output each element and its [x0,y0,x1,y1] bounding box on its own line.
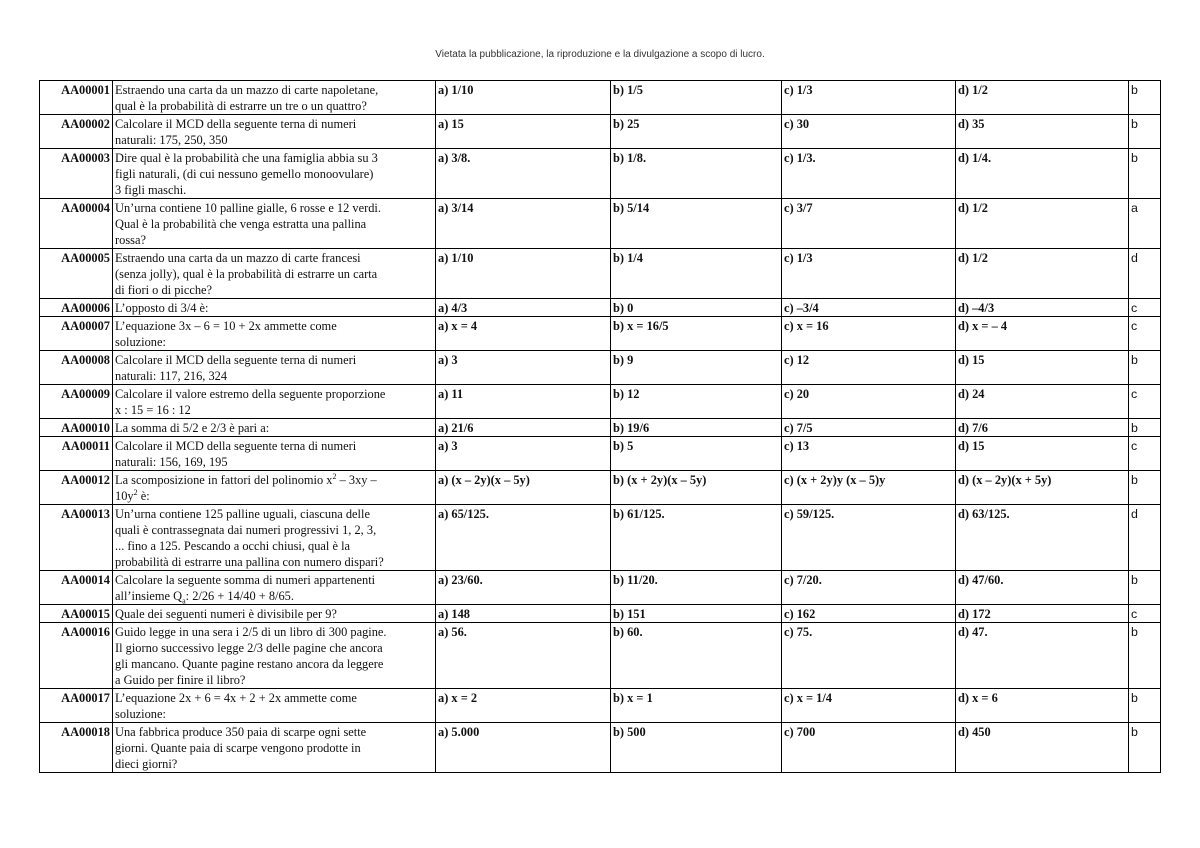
option-c: c) 700 [782,723,956,773]
question-line: rossa? [115,233,146,247]
question-text [113,419,436,437]
correct-answer: b [1129,351,1161,385]
option-c: c) 20 [782,385,956,419]
question-row [40,299,1161,317]
question-row [40,351,1161,385]
option-a: a) 3/14 [436,199,611,249]
question-text [113,623,436,689]
option-d: d) 1/2 [956,249,1129,299]
question-row [40,317,1161,351]
question-code: AA00008 [40,351,113,385]
option-d: d) 1/2 [956,199,1129,249]
option-c: c) 1/3 [782,249,956,299]
question-line: a Guido per finire il libro? [115,673,246,687]
question-line: Il giorno successivo legge 2/3 delle pagine che ancora [115,641,383,655]
option-a: a) 23/60. [436,571,611,605]
question-row [40,115,1161,149]
question-code: AA00003 [40,149,113,199]
question-code: AA00016 [40,623,113,689]
question-code: AA00002 [40,115,113,149]
question-line: probabilità di estrarre una pallina con numero dispari? [115,555,384,569]
question-line [115,472,433,488]
correct-answer: d [1129,505,1161,571]
quiz-table [39,80,1161,773]
question-text [113,605,436,623]
option-d: d) 1/4. [956,149,1129,199]
question-line: Quale dei seguenti numeri è divisibile per 9? [115,607,337,621]
question-line [115,588,433,604]
option-c: c) (x + 2y)y (x – 5)y [782,471,956,505]
question-row [40,505,1161,571]
option-a: a) 15 [436,115,611,149]
option-b: b) 1/8. [611,149,782,199]
exponent: 2 [332,471,337,481]
question-row [40,81,1161,115]
correct-answer: b [1129,419,1161,437]
option-a: a) 5.000 [436,723,611,773]
question-row [40,149,1161,199]
question-line: 3 figli maschi. [115,183,187,197]
question-text [113,317,436,351]
option-a: a) 3 [436,351,611,385]
question-line: soluzione: [115,707,166,721]
option-b: b) 61/125. [611,505,782,571]
question-line: Calcolare il valore estremo della seguente proporzione [115,387,386,401]
option-d: d) 47. [956,623,1129,689]
correct-answer: b [1129,571,1161,605]
question-text [113,115,436,149]
option-a: a) 11 [436,385,611,419]
option-b: b) (x + 2y)(x – 5y) [611,471,782,505]
option-b: b) 1/4 [611,249,782,299]
option-a: a) 1/10 [436,249,611,299]
question-line: naturali: 175, 250, 350 [115,133,228,147]
option-b: b) 151 [611,605,782,623]
question-line: di fiori o di picche? [115,283,213,297]
option-a: a) 56. [436,623,611,689]
option-d: d) 15 [956,351,1129,385]
question-code: AA00015 [40,605,113,623]
question-line: Estraendo una carta da un mazzo di carte francesi [115,251,361,265]
correct-answer: c [1129,605,1161,623]
option-c: c) 30 [782,115,956,149]
option-b: b) 12 [611,385,782,419]
question-line: L’equazione 3x – 6 = 10 + 2x ammette come [115,319,337,333]
option-a: a) 3/8. [436,149,611,199]
question-text [113,437,436,471]
question-code: AA00009 [40,385,113,419]
question-row [40,199,1161,249]
option-a: a) 148 [436,605,611,623]
question-code: AA00006 [40,299,113,317]
option-d: d) 1/2 [956,81,1129,115]
question-text [113,81,436,115]
question-line: L’opposto di 3/4 è: [115,301,209,315]
question-line: naturali: 156, 169, 195 [115,455,228,469]
option-b: b) 60. [611,623,782,689]
question-line: Qual è la probabilità che venga estratta una pallina [115,217,367,231]
question-line: qual è la probabilità di estrarre un tre o un quattro? [115,99,367,113]
question-row [40,723,1161,773]
question-line: figli naturali, (di cui nessuno gemello monoovulare) [115,167,374,181]
option-d: d) (x – 2y)(x + 5y) [956,471,1129,505]
option-a: a) x = 4 [436,317,611,351]
question-line: Calcolare il MCD della seguente terna di numeri [115,353,357,367]
question-code: AA00001 [40,81,113,115]
question-line: Dire qual è la probabilità che una famiglia abbia su 3 [115,151,378,165]
question-line: dieci giorni? [115,757,178,771]
subscript: a [182,596,186,605]
option-b: b) 25 [611,115,782,149]
question-text [113,505,436,571]
question-line: quali è contrassegnata dai numeri progressivi 1, 2, 3, [115,523,377,537]
question-text [113,723,436,773]
question-row [40,471,1161,505]
correct-answer: b [1129,81,1161,115]
option-d: d) 450 [956,723,1129,773]
option-d: d) 63/125. [956,505,1129,571]
question-code: AA00018 [40,723,113,773]
question-code: AA00005 [40,249,113,299]
question-text [113,351,436,385]
correct-answer: b [1129,115,1161,149]
option-d: d) 24 [956,385,1129,419]
correct-answer: c [1129,317,1161,351]
option-c: c) 1/3. [782,149,956,199]
option-c: c) 13 [782,437,956,471]
question-line: Un’urna contiene 10 palline gialle, 6 rosse e 12 verdi. [115,201,381,215]
quiz-table-body [40,81,1161,773]
correct-answer: d [1129,249,1161,299]
question-text-part: 10y [115,489,134,503]
question-text-part: è: [137,489,150,503]
question-line: (senza jolly), qual è la probabilità di estrarre un carta [115,267,378,281]
option-a: a) x = 2 [436,689,611,723]
option-b: b) 500 [611,723,782,773]
question-line: ... fino a 125. Pescando a occhi chiusi, qual è la [115,539,351,553]
question-code: AA00011 [40,437,113,471]
question-line: L’equazione 2x + 6 = 4x + 2 + 2x ammette come [115,691,357,705]
option-c: c) 1/3 [782,81,956,115]
option-d: d) 15 [956,437,1129,471]
option-b: b) 5/14 [611,199,782,249]
question-line: Un’urna contiene 125 palline uguali, ciascuna delle [115,507,370,521]
option-a: a) 21/6 [436,419,611,437]
question-line: gli mancano. Quante pagine restano ancora da leggere [115,657,384,671]
question-code: AA00013 [40,505,113,571]
option-a: a) 1/10 [436,81,611,115]
option-c: c) x = 16 [782,317,956,351]
question-line: Calcolare il MCD della seguente terna di numeri [115,439,357,453]
correct-answer: b [1129,689,1161,723]
question-row [40,689,1161,723]
question-code: AA00007 [40,317,113,351]
question-line: Estraendo una carta da un mazzo di carte napoletane, [115,83,379,97]
question-line: soluzione: [115,335,166,349]
option-c: c) –3/4 [782,299,956,317]
option-c: c) 75. [782,623,956,689]
question-text-part: – 3xy – [336,473,377,487]
question-text-part: all’insieme Q [115,589,183,603]
option-c: c) 162 [782,605,956,623]
question-row [40,385,1161,419]
question-line: La somma di 5/2 e 2/3 è pari a: [115,421,270,435]
option-d: d) 47/60. [956,571,1129,605]
question-code: AA00010 [40,419,113,437]
question-row [40,437,1161,471]
question-text [113,299,436,317]
question-code: AA00004 [40,199,113,249]
question-line: naturali: 117, 216, 324 [115,369,228,383]
question-code: AA00017 [40,689,113,723]
option-b: b) 9 [611,351,782,385]
question-line: Una fabbrica produce 350 paia di scarpe ogni sette [115,725,367,739]
question-text [113,149,436,199]
question-text-part: : 2/26 + 14/40 + 8/65. [185,589,294,603]
question-code: AA00012 [40,471,113,505]
question-line: giorni. Quante paia di scarpe vengono prodotte in [115,741,361,755]
option-c: c) x = 1/4 [782,689,956,723]
option-c: c) 12 [782,351,956,385]
correct-answer: c [1129,437,1161,471]
page-header: Vietata la pubblicazione, la riproduzione e la divulgazione a scopo di lucro. [435,49,765,60]
option-b: b) 5 [611,437,782,471]
question-row [40,419,1161,437]
option-d: d) 172 [956,605,1129,623]
option-b: b) 0 [611,299,782,317]
correct-answer: b [1129,623,1161,689]
question-row [40,249,1161,299]
option-b: b) 11/20. [611,571,782,605]
question-text [113,199,436,249]
exponent: 2 [133,487,138,497]
correct-answer: c [1129,385,1161,419]
correct-answer: b [1129,149,1161,199]
correct-answer: b [1129,471,1161,505]
option-c: c) 7/20. [782,571,956,605]
question-row [40,571,1161,605]
question-line [115,488,433,504]
question-text [113,689,436,723]
option-c: c) 59/125. [782,505,956,571]
question-text [113,471,436,505]
option-a: a) 65/125. [436,505,611,571]
option-d: d) x = 6 [956,689,1129,723]
question-line: x : 15 = 16 : 12 [115,403,191,417]
correct-answer: a [1129,199,1161,249]
question-line: Calcolare la seguente somma di numeri appartenenti [115,573,376,587]
option-a: a) (x – 2y)(x – 5y) [436,471,611,505]
question-text [113,249,436,299]
question-row [40,623,1161,689]
option-a: a) 4/3 [436,299,611,317]
option-d: d) 35 [956,115,1129,149]
option-b: b) 19/6 [611,419,782,437]
question-row [40,605,1161,623]
question-text-part: La scomposizione in fattori del polinomio x [115,473,333,487]
question-text [113,385,436,419]
question-line: Guido legge in una sera i 2/5 di un libro di 300 pagine. [115,625,387,639]
option-b: b) 1/5 [611,81,782,115]
option-b: b) x = 16/5 [611,317,782,351]
option-d: d) –4/3 [956,299,1129,317]
option-a: a) 3 [436,437,611,471]
option-b: b) x = 1 [611,689,782,723]
question-line: Calcolare il MCD della seguente terna di numeri [115,117,357,131]
question-code: AA00014 [40,571,113,605]
correct-answer: c [1129,299,1161,317]
correct-answer: b [1129,723,1161,773]
option-c: c) 7/5 [782,419,956,437]
question-text [113,571,436,605]
option-d: d) x = – 4 [956,317,1129,351]
option-d: d) 7/6 [956,419,1129,437]
option-c: c) 3/7 [782,199,956,249]
